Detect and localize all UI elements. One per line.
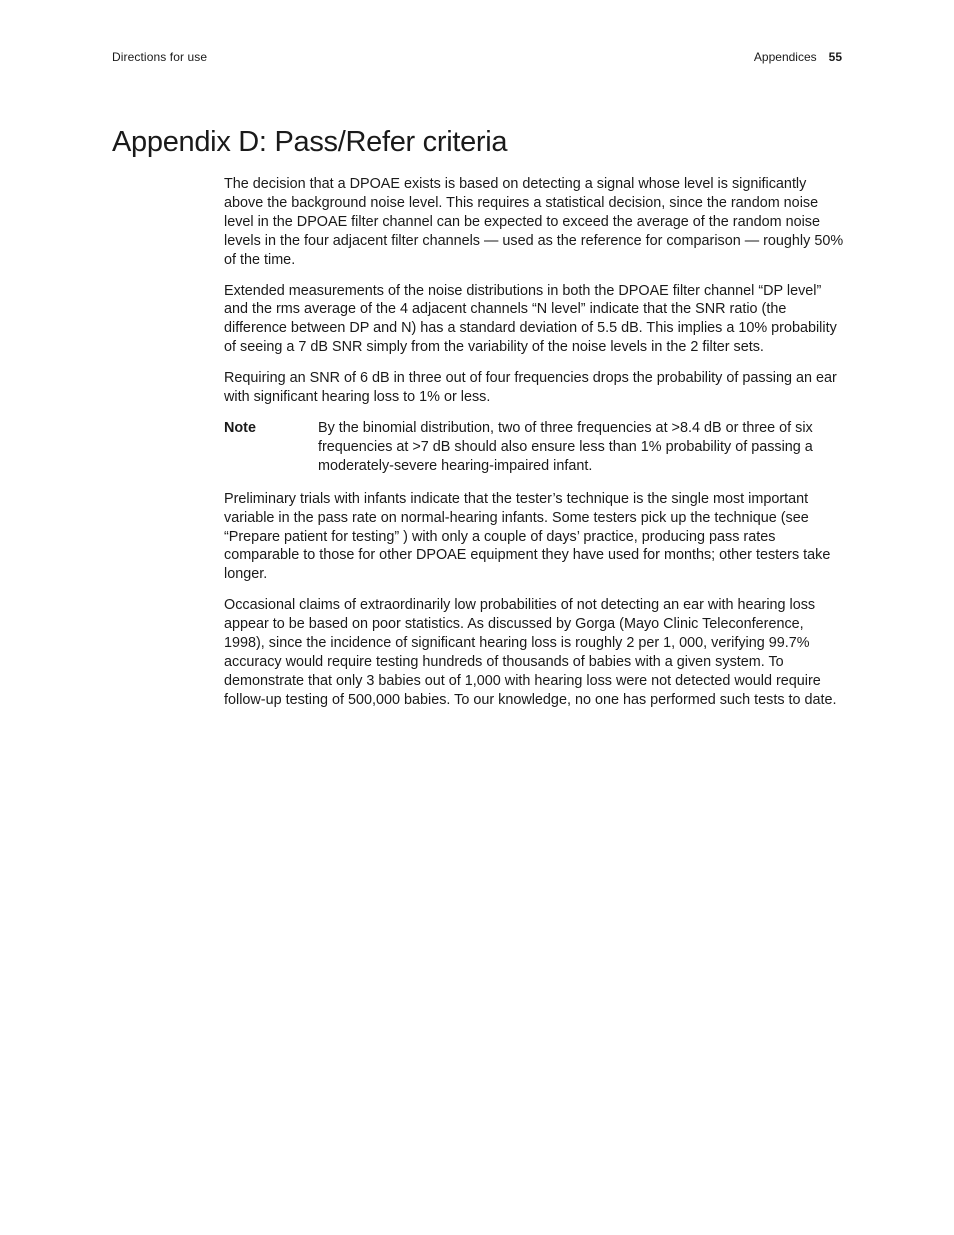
body-text [224, 175, 844, 722]
running-header-section: Appendices [753, 50, 817, 64]
paragraph: Preliminary trials with infants indicate that the tester’s technique is the single most important variable in the pass rate on normal-hearing infants. Some testers pick up the technique (see “Prepare patient for testing” ) with only a couple of days’ practice, producing pass rates comparable to those for other DPOAE equipment they have used for months; other testers take longer. [224, 490, 831, 583]
note-block [224, 419, 844, 476]
running-header-left: Directions for use [112, 50, 208, 64]
note-label: Note [224, 419, 256, 436]
paragraph: Occasional claims of extraordinarily low probabilities of not detecting an ear with hearing loss appear to be based on poor statistics. As discussed by Gorga (Mayo Clinic Teleconference, 1998), since the incidence of significant hearing loss is roughly 2 per 1, 000, verifying 99.7% accuracy would require testing hundreds of thousands of babies with a given system. To demonstrate that only 3 babies out of 1,000 with hearing loss were not detected would require follow-up testing of 500,000 babies. To our knowledge, no one has performed such tests to date. [224, 597, 837, 708]
paragraph: The decision that a DPOAE exists is based on detecting a signal whose level is significantly above the background noise level. This requires a statistical decision, since the random noise level in the DPOAE filter channel can be expected to exceed the average of the random noise levels in the four adjacent filter channels — used as the reference for comparison — roughly 50% of the time. [224, 176, 844, 268]
note-text: By the binomial distribution, two of three frequencies at >8.4 dB or three of six frequencies at >7 dB should also ensure less than 1% probability of passing a moderately-severe hearing-impaired infant. [318, 419, 813, 474]
running-header-right [754, 50, 842, 64]
page-title: Appendix D: Pass/Refer criteria [112, 126, 508, 158]
paragraph: Extended measurements of the noise distributions in both the DPOAE filter channel “DP level” and the rms average of the 4 adjacent channels “N level” indicate that the SNR ratio (the difference between DP and N) has a standard deviation of 5.5 dB. This implies a 10% probability of seeing a 7 dB SNR simply from the variability of the noise levels in the 2 filter sets. [224, 282, 837, 356]
paragraph: Requiring an SNR of 6 dB in three out of four frequencies drops the probability of passing an ear with significant hearing loss to 1% or less. [224, 370, 837, 406]
page-number: 55 [828, 50, 842, 64]
